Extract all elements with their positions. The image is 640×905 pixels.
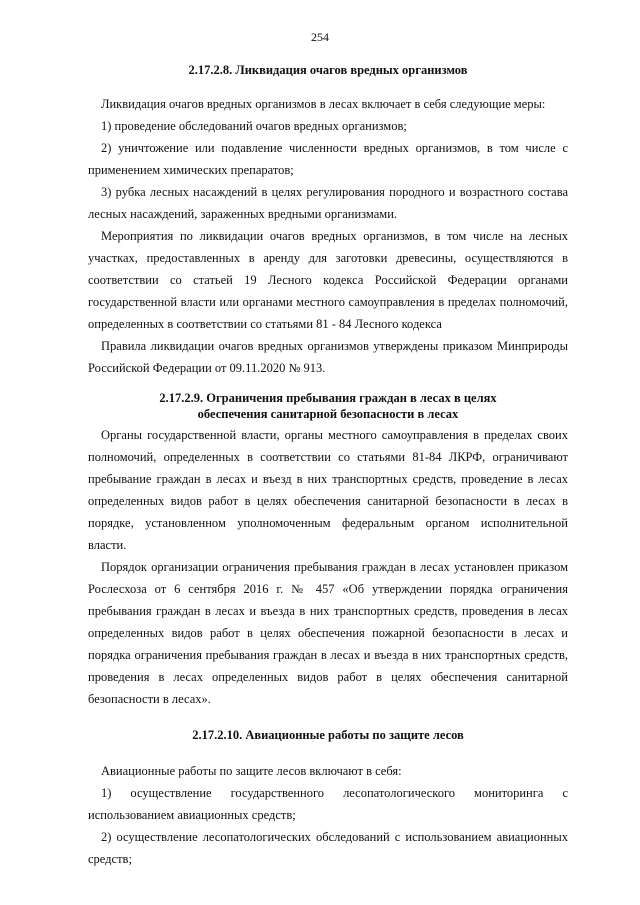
list-item: 2) осуществление лесопатологических обследований с использованием авиационных средств; [88, 830, 568, 866]
section-heading-line: обеспечения санитарной безопасности в лесах [197, 407, 459, 421]
paragraph: Авиационные работы по защите лесов включают в себя: [101, 764, 402, 778]
section-heading: 2.17.2.8. Ликвидация очагов вредных организмов [188, 63, 468, 77]
section-heading-line: 2.17.2.9. Ограничения пребывания граждан в лесах в целях [159, 391, 497, 405]
list-item: 3) рубка лесных насаждений в целях регулирования породного и возрастного состава лесных насаждений, зараженных вредными организмами. [88, 185, 568, 221]
list-item: 2) уничтожение или подавление численности вредных организмов, в том числе с применением химических препаратов; [88, 141, 568, 177]
page-number: 254 [311, 30, 329, 44]
paragraph: Мероприятия по ликвидации очагов вредных организмов, в том числе на лесных участках, предоставленных в аренду для заготовки древесины, осуществляются в соответствии со статьей 19 Лесного кодекса Российской Федерации органами государственной власти или органами местного самоуправления в пределах полномочий, определенных в соответствии со статьями 81 - 84 Лесного кодекса [88, 229, 568, 331]
paragraph: Органы государственной власти, органы местного самоуправления в пределах своих полномочий, определенных в соответствии со статьями 81-84 ЛКРФ, ограничивают пребывание граждан в лесах и въезд в них транспортных средств, проведение в лесах определенных видов работ в целях обеспечения санитарной безопасности в лесах в порядке, установленном уполномоченным федеральным органом исполнительной власти. [88, 428, 568, 552]
page-content [88, 62, 568, 870]
paragraph: Правила ликвидации очагов вредных организмов утверждены приказом Минприроды Российской Федерации от 09.11.2020 № 913. [88, 339, 568, 375]
list-item: 1) проведение обследований очагов вредных организмов; [101, 119, 407, 133]
list-item: 1) осуществление государственного лесопатологического мониторинга с использованием авиационных средств; [88, 786, 568, 822]
paragraph: Порядок организации ограничения пребывания граждан в лесах установлен приказом Рослесхоза от 6 сентября 2016 г. № 457 «Об утверждении порядка ограничения пребывания граждан в лесах и въезда в них транспортных средств, проведения в лесах определенных видов работ в целях обеспечения пожарной безопасности в лесах и порядка ограничения пребывания граждан в лесах и въезда в них транспортных средств, проведения в лесах определенных видов работ в целях обеспечения санитарной безопасности в лесах». [88, 560, 568, 706]
section-heading: 2.17.2.10. Авиационные работы по защите лесов [192, 728, 464, 742]
paragraph: Ликвидация очагов вредных организмов в лесах включает в себя следующие меры: [101, 97, 546, 111]
section-heading [88, 390, 568, 422]
